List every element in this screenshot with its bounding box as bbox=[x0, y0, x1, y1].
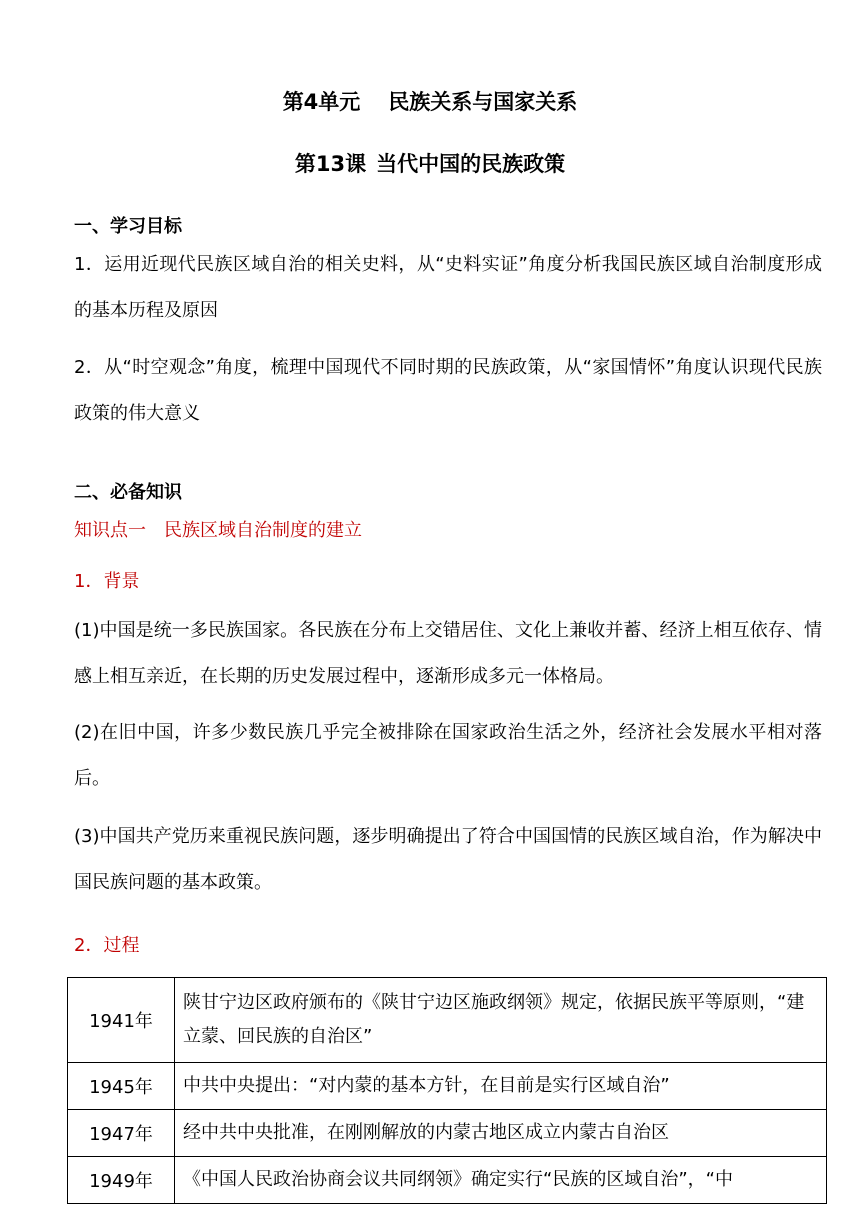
year-cell: 1949年 bbox=[68, 1157, 175, 1204]
unit-label: 第4单元 bbox=[282, 90, 361, 114]
event-cell: 中共中央提出：“对内蒙的基本方针，在目前是实行区域自治” bbox=[175, 1063, 827, 1110]
knowledge-point-heading bbox=[74, 516, 362, 542]
process-table bbox=[67, 977, 827, 1204]
year-cell: 1947年 bbox=[68, 1110, 175, 1157]
knowledge-point-title: 民族区域自治制度的建立 bbox=[164, 520, 362, 541]
goal-item-2: 2．从“时空观念”角度，梳理中国现代不同时期的民族政策，从“家国情怀”角度认识现代民族政策的伟大意义 bbox=[74, 357, 822, 424]
knowledge-point-label: 知识点一 bbox=[74, 520, 146, 541]
goal-item-1: 1．运用近现代民族区域自治的相关史料，从“史料实证”角度分析我国民族区域自治制度形成的基本历程及原因 bbox=[74, 254, 822, 321]
lesson-title bbox=[0, 148, 860, 178]
table-row bbox=[68, 1157, 827, 1204]
lesson-name: 当代中国的民族政策 bbox=[376, 152, 566, 176]
background-heading: 1．背景 bbox=[74, 571, 140, 592]
event-cell: 《中国人民政治协商会议共同纲领》确定实行“民族的区域自治”，“中 bbox=[175, 1157, 827, 1204]
year-cell: 1945年 bbox=[68, 1063, 175, 1110]
background-item-2: (2)在旧中国，许多少数民族几乎完全被排除在国家政治生活之外，经济社会发展水平相对落后。 bbox=[74, 722, 822, 789]
section-heading-knowledge: 二、必备知识 bbox=[74, 482, 182, 503]
table-row bbox=[68, 1110, 827, 1157]
table-row bbox=[68, 1063, 827, 1110]
process-heading: 2．过程 bbox=[74, 935, 140, 956]
lesson-label: 第13课 bbox=[294, 152, 367, 176]
event-cell: 经中共中央批准，在刚刚解放的内蒙古地区成立内蒙古自治区 bbox=[175, 1110, 827, 1157]
background-item-1: (1)中国是统一多民族国家。各民族在分布上交错居住、文化上兼收并蓄、经济上相互依存、情感上相互亲近，在长期的历史发展过程中，逐渐形成多元一体格局。 bbox=[74, 620, 822, 687]
year-cell: 1941年 bbox=[68, 978, 175, 1063]
unit-name: 民族关系与国家关系 bbox=[388, 90, 578, 114]
unit-title bbox=[0, 86, 860, 116]
section-heading-goals: 一、学习目标 bbox=[74, 216, 182, 237]
background-item-3: (3)中国共产党历来重视民族问题，逐步明确提出了符合中国国情的民族区域自治，作为解决中国民族问题的基本政策。 bbox=[74, 826, 822, 893]
event-cell: 陕甘宁边区政府颁布的《陕甘宁边区施政纲领》规定，依据民族平等原则，“建立蒙、回民族的自治区” bbox=[175, 978, 827, 1063]
table-row bbox=[68, 978, 827, 1063]
